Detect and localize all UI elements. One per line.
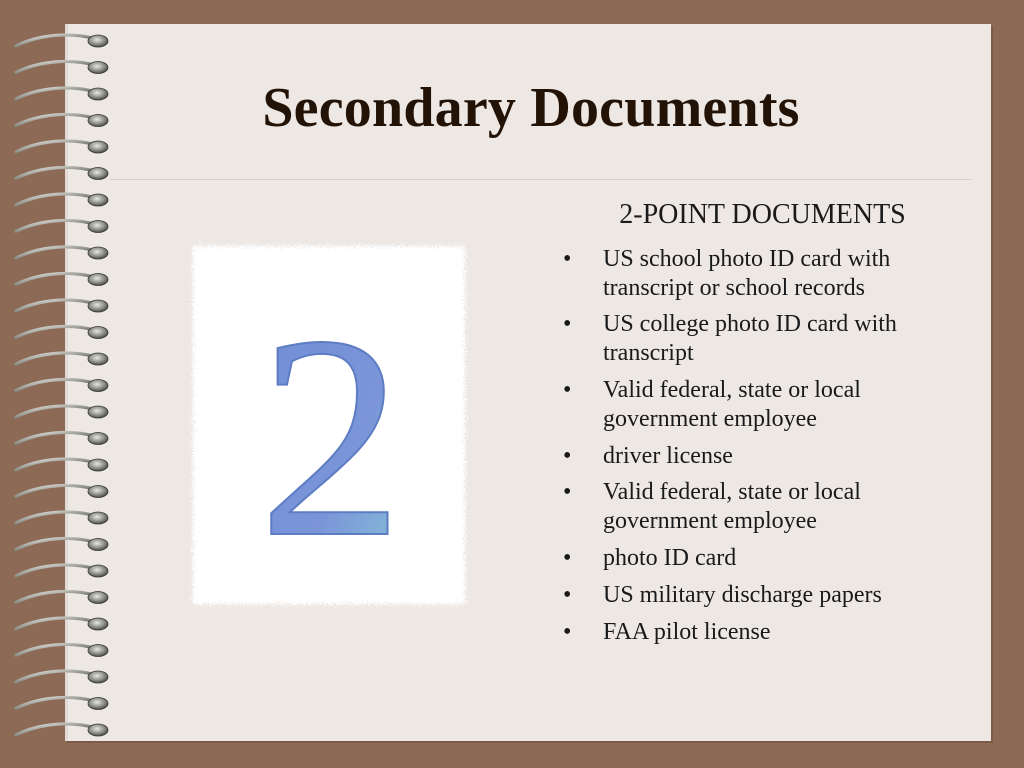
- spiral-coil: [16, 671, 108, 683]
- list-item: [560, 618, 980, 647]
- list-item-text: photo ID card: [603, 544, 737, 571]
- spiral-coil: [16, 406, 108, 418]
- document-items: [560, 245, 980, 647]
- spiral-coil: [16, 512, 108, 524]
- spiral-coil: [16, 618, 108, 630]
- number-two-graphic: [183, 236, 475, 614]
- list-item: [560, 376, 980, 434]
- spiral-coil: [16, 565, 108, 577]
- document-list: [560, 200, 980, 654]
- slide-title: Secondary Documents: [262, 77, 800, 139]
- spiral-coil: [16, 724, 108, 736]
- spiral-coil: [16, 247, 108, 259]
- list-item: [560, 581, 980, 610]
- list-item-text: FAA pilot license: [603, 618, 771, 645]
- list-item: [560, 442, 980, 471]
- spiral-coil: [16, 273, 108, 285]
- bullet-icon: •: [563, 311, 572, 338]
- spiral-coil: [16, 697, 108, 709]
- spiral-coil: [16, 326, 108, 338]
- bullet-icon: •: [563, 245, 572, 272]
- spiral-coil: [16, 194, 108, 206]
- list-item-text: driver license: [603, 442, 733, 469]
- bullet-icon: •: [563, 479, 572, 506]
- spiral-coil: [16, 485, 108, 497]
- spiral-coil: [16, 141, 108, 153]
- section-heading: 2-POINT DOCUMENTS: [619, 199, 906, 230]
- spiral-coil: [16, 432, 108, 444]
- list-item-text: US military discharge papers: [603, 581, 882, 608]
- spiral-coil: [16, 538, 108, 550]
- bullet-icon: •: [563, 544, 572, 571]
- spiral-coil: [16, 459, 108, 471]
- list-item-text: US college photo ID card with transcript: [603, 311, 897, 367]
- title-divider: [110, 179, 972, 180]
- spiral-coil: [16, 591, 108, 603]
- spiral-coil: [16, 35, 108, 47]
- list-item: [560, 310, 980, 368]
- spiral-coil: [16, 61, 108, 73]
- bullet-icon: •: [563, 442, 572, 469]
- list-item-text: Valid federal, state or local government employee: [603, 479, 861, 535]
- spiral-coil: [16, 353, 108, 365]
- list-item-text: US school photo ID card with transcript or school records: [603, 245, 891, 301]
- spiral-coil: [16, 379, 108, 391]
- number-two-glyph: 2: [258, 276, 404, 597]
- list-item: [560, 245, 980, 303]
- list-item: [560, 544, 980, 573]
- bullet-icon: •: [563, 376, 572, 403]
- list-item-text: Valid federal, state or local government employee: [603, 376, 861, 432]
- spiral-coil: [16, 300, 108, 312]
- list-item: [560, 478, 980, 536]
- spiral-coil: [16, 644, 108, 656]
- spiral-coil: [16, 167, 108, 179]
- spiral-coil: [16, 220, 108, 232]
- bullet-icon: •: [563, 581, 572, 608]
- bullet-icon: •: [563, 618, 572, 645]
